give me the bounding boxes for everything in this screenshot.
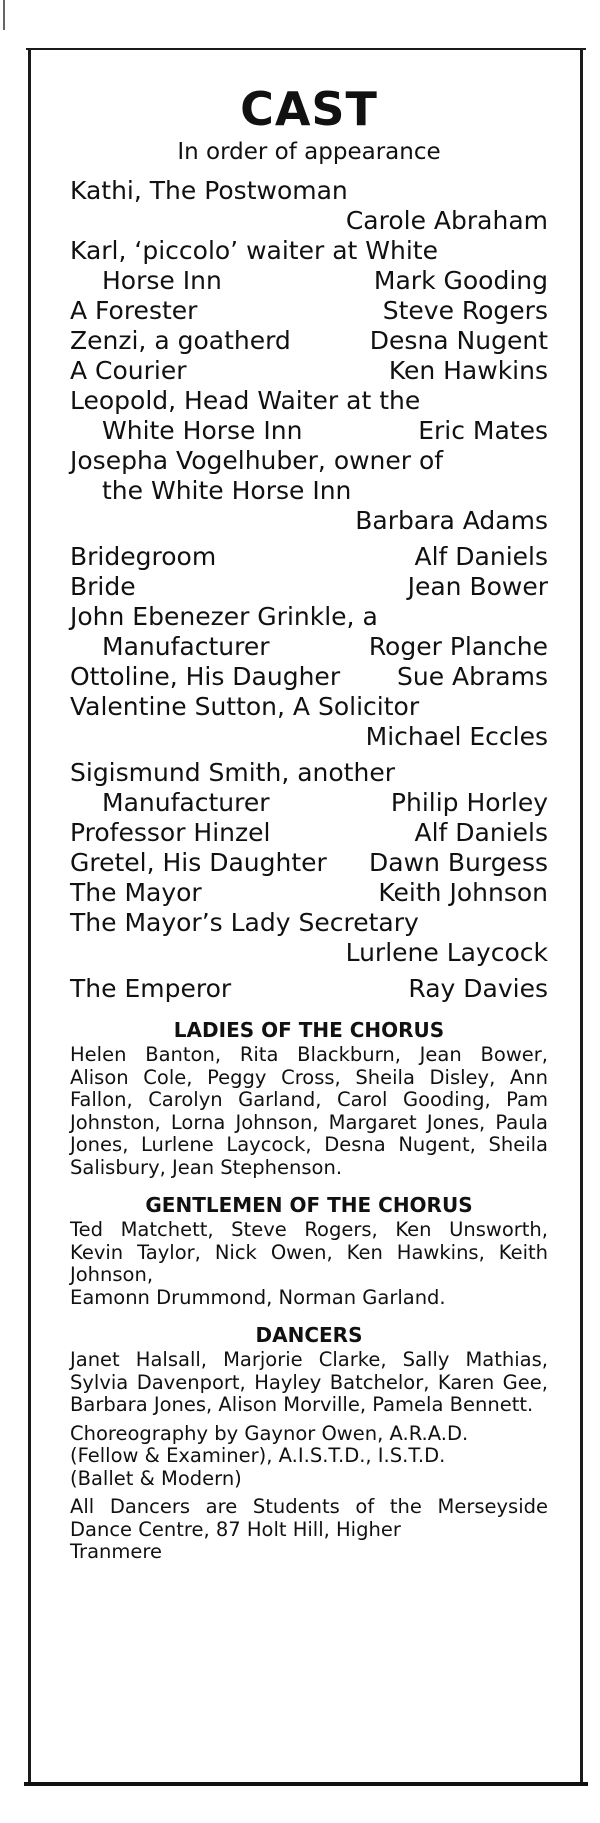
role-name-cont: Manufacturer [102,788,270,817]
frame-top-rule [26,48,586,50]
actor-name: Carole Abraham [345,206,548,235]
page-title: CAST [240,82,378,136]
role-name: John Ebenezer Grinkle, a [70,602,378,631]
role-name: Professor Hinzel [70,818,271,847]
actor-name: Lurlene Laycock [345,938,548,967]
role-name: A Forester [70,296,198,325]
role-name: The Emperor [70,974,232,1003]
actor-name: Philip Horley [390,788,548,817]
cast-entry [70,326,548,356]
cast-entry [70,692,548,752]
actor-name: Alf Daniels [414,542,548,571]
cast-entry [70,848,548,878]
role-name: A Courier [70,356,187,385]
actor-name: Ken Hawkins [388,356,548,385]
role-name-cont: White Horse Inn [102,416,303,445]
role-name: Valentine Sutton, A Solicitor [70,692,420,721]
role-name: Bridegroom [70,542,217,571]
actor-name: Alf Daniels [414,818,548,847]
dancers-heading: DANCERS [255,1323,363,1347]
actor-name: Barbara Adams [355,506,548,535]
cast-entry [70,296,548,326]
choreography-qualifications: (Fellow & Examiner), A.I.S.T.D., I.S.T.D. [70,1444,446,1467]
cast-entry [70,908,548,968]
gentlemen-names: Ted Matchett, Steve Rogers, Ken Unsworth, Kevin Taylor, Nick Owen, Ken Hawkins, Keith Johnson, [70,1218,548,1286]
role-name-cont: Horse Inn [102,266,222,295]
scan-mark [3,0,5,30]
actor-name: Jean Bower [407,572,548,601]
actor-name: Mark Gooding [373,266,548,295]
role-name: Ottoline, His Daugher [70,662,341,691]
cast-entry [70,602,548,662]
cast-entry [70,176,548,236]
page-subtitle: In order of appearance [177,139,441,165]
dancers-names: Janet Halsall, Marjorie Clarke, Sally Mathias, Sylvia Davenport, Hayley Batchelor, Karen Gee, Barbara Jones, Alison Morville, Pamela Bennett. [70,1348,548,1416]
role-name: The Mayor’s Lady Secretary [70,908,419,937]
cast-entry [70,974,548,1004]
actor-name: Eric Mates [418,416,548,445]
role-name: Gretel, His Daughter [70,848,327,877]
cast-entry [70,878,548,908]
actor-name: Desna Nugent [369,326,548,355]
role-name: Sigismund Smith, another [70,758,395,787]
role-name-cont: the White Horse Inn [102,476,352,505]
actor-name: Dawn Burgess [369,848,548,877]
role-name: Kathi, The Postwoman [70,176,348,205]
role-name: The Mayor [70,878,202,907]
cast-entry [70,572,548,602]
ladies-heading: LADIES OF THE CHORUS [173,1018,445,1042]
programme-page [70,82,548,1564]
role-name: Bride [70,572,136,601]
students-note-end: Tranmere [70,1540,162,1563]
cast-entry [70,236,548,296]
actor-name: Sue Abrams [397,662,548,691]
cast-entry [70,356,548,386]
actor-name: Roger Planche [368,632,548,661]
actor-name: Steve Rogers [382,296,548,325]
actor-name: Ray Davies [408,974,548,1003]
cast-list [70,176,548,1004]
choreography-styles: (Ballet & Modern) [70,1466,242,1490]
role-name-cont: Manufacturer [102,632,270,661]
cast-entry [70,818,548,848]
cast-entry [70,542,548,572]
frame-left-rule [28,48,31,1782]
cast-entry [70,446,548,536]
cast-entry [70,758,548,818]
role-name: Leopold, Head Waiter at the [70,386,421,415]
actor-name: Keith Johnson [378,878,548,907]
choreography-line: Choreography by Gaynor Owen, A.R.A.D. [70,1421,469,1445]
role-name: Josepha Vogelhuber, owner of [70,446,444,475]
cast-entry [70,662,548,692]
actor-name: Michael Eccles [365,722,548,751]
frame-right-rule [580,48,583,1782]
gentlemen-names-cont: Eamonn Drummond, Norman Garland. [70,1285,446,1309]
frame-bottom-rule [24,1782,588,1786]
ladies-names: Helen Banton, Rita Blackburn, Jean Bower, Alison Cole, Peggy Cross, Sheila Disley, Ann Fallon, Carolyn Garland, Carol Gooding, Pam Johnston, Lorna Johnson, Margaret Jones, Paula Jones, Lurlene Laycock, Desna Nugent, Sheila Salisbury, Jean Stephenson. [70,1043,548,1179]
gentlemen-heading: GENTLEMEN OF THE CHORUS [145,1193,473,1217]
students-note: All Dancers are Students of the Merseyside Dance Centre, 87 Holt Hill, Higher [70,1495,548,1541]
role-name: Zenzi, a goatherd [70,326,291,355]
cast-entry [70,386,548,446]
role-name: Karl, ‘piccolo’ waiter at White [70,236,438,265]
